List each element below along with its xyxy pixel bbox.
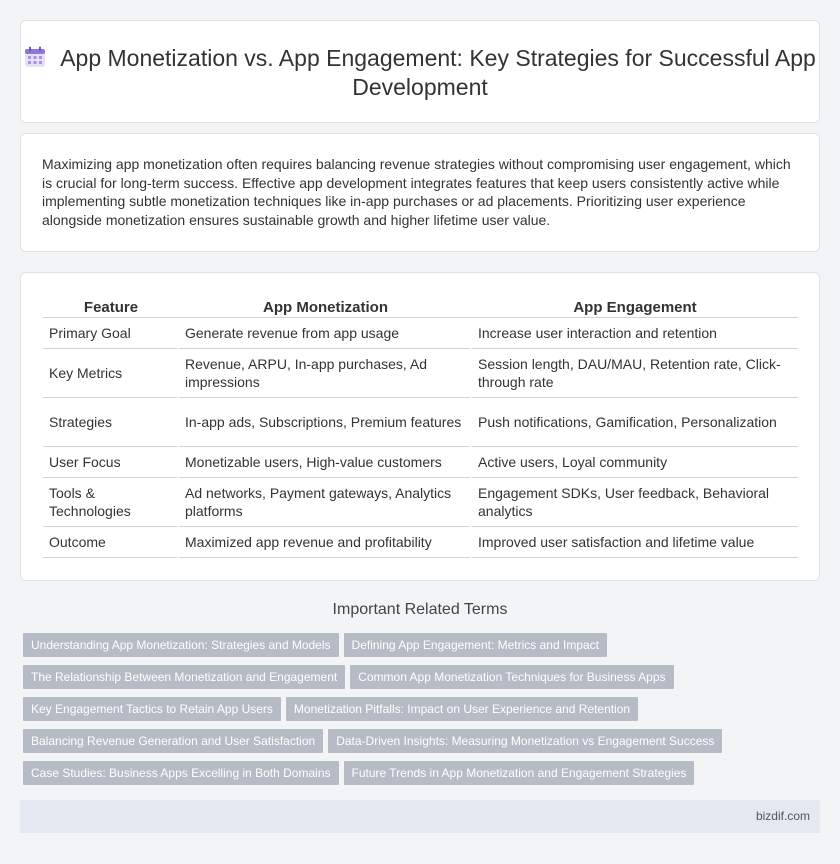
row-engagement-cell: Session length, DAU/MAU, Retention rate, Click-through rate (472, 349, 798, 398)
row-feature-cell: Primary Goal (43, 318, 179, 349)
row-engagement-cell: Active users, Loyal community (472, 447, 798, 478)
related-term-tag[interactable]: Understanding App Monetization: Strategies and Models (23, 633, 339, 657)
related-term-tag[interactable]: Case Studies: Business Apps Excelling in Both Domains (23, 761, 339, 785)
row-engagement-cell: Improved user satisfaction and lifetime value (472, 527, 798, 558)
table-row (43, 478, 798, 527)
intro-paragraph: Maximizing app monetization often requires balancing revenue strategies without compromising user engagement, which is crucial for long-term success. Effective app development integrates features that keep users consistently active while implementing subtle monetization techniques like in-app purchases or ad placements. Prioritizing user experience alongside monetization ensures sustainable growth and higher lifetime user value. (42, 156, 791, 228)
row-feature-cell: User Focus (43, 447, 179, 478)
page-title: App Monetization vs. App Engagement: Key Strategies for Successful App Development (60, 45, 816, 100)
row-engagement-cell: Engagement SDKs, User feedback, Behavioral analytics (472, 478, 798, 527)
row-monetization-cell: Generate revenue from app usage (179, 318, 472, 349)
row-monetization-cell: Maximized app revenue and profitability (179, 527, 472, 558)
table-row (43, 318, 798, 349)
related-terms-list (23, 633, 823, 793)
table-row (43, 447, 798, 478)
row-feature-cell: Key Metrics (43, 349, 179, 398)
calendar-icon (24, 46, 46, 68)
related-term-tag[interactable]: The Relationship Between Monetization and Engagement (23, 665, 345, 689)
tag-row (23, 729, 823, 761)
page-title-wrap (21, 44, 819, 102)
related-term-tag[interactable]: Common App Monetization Techniques for Business Apps (350, 665, 673, 689)
related-term-tag[interactable]: Balancing Revenue Generation and User Satisfaction (23, 729, 323, 753)
row-feature-cell: Outcome (43, 527, 179, 558)
header-feature: Feature (43, 294, 179, 318)
footer-bar (20, 800, 820, 833)
row-feature-cell: Strategies (43, 398, 179, 447)
related-term-tag[interactable]: Data-Driven Insights: Measuring Monetization vs Engagement Success (328, 729, 722, 753)
table-row (43, 527, 798, 558)
table-header-row (43, 294, 798, 318)
tag-row (23, 665, 823, 697)
related-term-tag[interactable]: Monetization Pitfalls: Impact on User Experience and Retention (286, 697, 638, 721)
intro-card (20, 133, 820, 252)
header-app-engagement: App Engagement (472, 294, 798, 318)
tag-row (23, 761, 823, 793)
related-terms-heading: Important Related Terms (332, 601, 508, 618)
row-feature-cell: Tools & Technologies (43, 478, 179, 527)
row-monetization-cell: Monetizable users, High-value customers (179, 447, 472, 478)
comparison-table (43, 294, 798, 558)
related-term-tag[interactable]: Key Engagement Tactics to Retain App Users (23, 697, 281, 721)
tag-row (23, 633, 823, 665)
footer-site-link[interactable]: bizdif.com (755, 809, 810, 823)
row-engagement-cell: Increase user interaction and retention (472, 318, 798, 349)
row-monetization-cell: In-app ads, Subscriptions, Premium features (179, 398, 472, 447)
related-term-tag[interactable]: Defining App Engagement: Metrics and Impact (344, 633, 607, 657)
title-card (20, 20, 820, 123)
row-monetization-cell: Ad networks, Payment gateways, Analytics platforms (179, 478, 472, 527)
table-row (43, 349, 798, 398)
table-row (43, 398, 798, 447)
related-term-tag[interactable]: Future Trends in App Monetization and Engagement Strategies (344, 761, 695, 785)
header-app-monetization: App Monetization (179, 294, 472, 318)
tag-row (23, 697, 823, 729)
row-monetization-cell: Revenue, ARPU, In-app purchases, Ad impressions (179, 349, 472, 398)
comparison-card (20, 272, 820, 581)
row-engagement-cell: Push notifications, Gamification, Personalization (472, 398, 798, 447)
